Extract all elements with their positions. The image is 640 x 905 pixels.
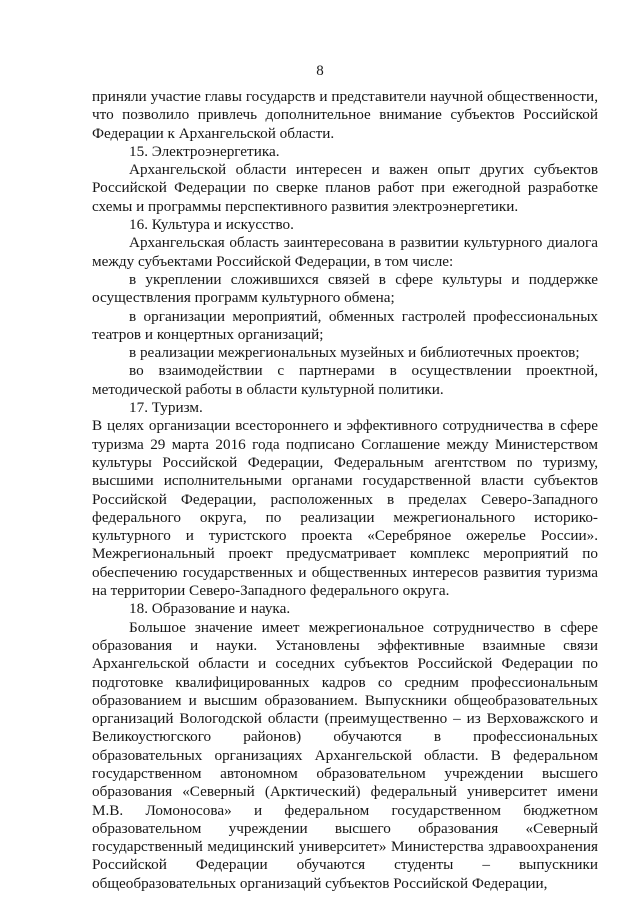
paragraph: В целях организации всестороннего и эффективного сотрудничества в сфере туризма 29 марта 2016 года подписано Соглашение между Министерством культуры Российской Федерации, Федеральным агентством по туризму, высшими исполнительными органами государственной власти субъектов Российской Федерации, расположенных в пределах Северо-Западного федерального округа, по реализации межрегионального историко-культурного и туристского проекта «Серебряное ожерелье России». Межрегиональный проект предусматривает комплекс мероприятий по обеспечению государственных и общественных интересов развития туризма на территории Северо-Западного федерального округа. [92,417,598,600]
paragraph: в организации мероприятий, обменных гастролей профессиональных театров и концертных организаций; [92,307,598,343]
paragraph: 18. Образование и наука. [129,600,291,618]
paragraph: в укреплении сложившихся связей в сфере культуры и поддержке осуществления программ культурного обмена; [92,270,598,307]
paragraph: Архангельской области интересен и важен опыт других субъектов Российской Федерации по сверке планов работ при ежегодной разработке схемы и программы перспективного развития электроэнергетики. [92,161,598,215]
paragraph: Большое значение имеет межрегиональное сотрудничество в сфере образования и науки. Установлены эффективные взаимные связи Архангельской области и соседних субъектов Российской Федерации по подготовке квалифицированных кадров со средним профессиональным образованием и высшим образованием. Выпускники общеобразовательных организаций Вологодской области (преимущественно – из Верховажского и Великоустюгского районов) обучаются в профессиональных образовательных организациях Архангельской области. В федеральном государственном автономном образовательном учреждении высшего образования «Северный (Арктический) федеральный университет имени М.В. Ломоносова» и федеральном государственном бюджетном образовательном учреждении высшего образования «Северный государственный медицинский университет» Министерства здравоохранения Российской Федерации обучаются студенты – выпускники общеобразовательных организаций субъектов Российской Федерации, [92,618,598,892]
paragraph: Архангельская область заинтересована в развитии культурного диалога между субъектами Российской Федерации, в том числе: [92,234,598,270]
paragraph: 15. Электроэнергетика. [129,142,280,160]
document-body [92,88,598,893]
paragraph: приняли участие главы государств и представители научной общественности, что позволило привлечь дополнительное внимание субъектов Российской Федерации к Архангельской области. [92,88,598,142]
paragraph: 17. Туризм. [129,399,203,417]
paragraph: в реализации межрегиональных музейных и библиотечных проектов; [129,344,580,362]
paragraph: 16. Культура и искусство. [129,216,294,234]
paragraph: во взаимодействии с партнерами в осуществлении проектной, методической работы в области культурной политики. [92,362,598,398]
page-number: 8 [316,63,324,79]
